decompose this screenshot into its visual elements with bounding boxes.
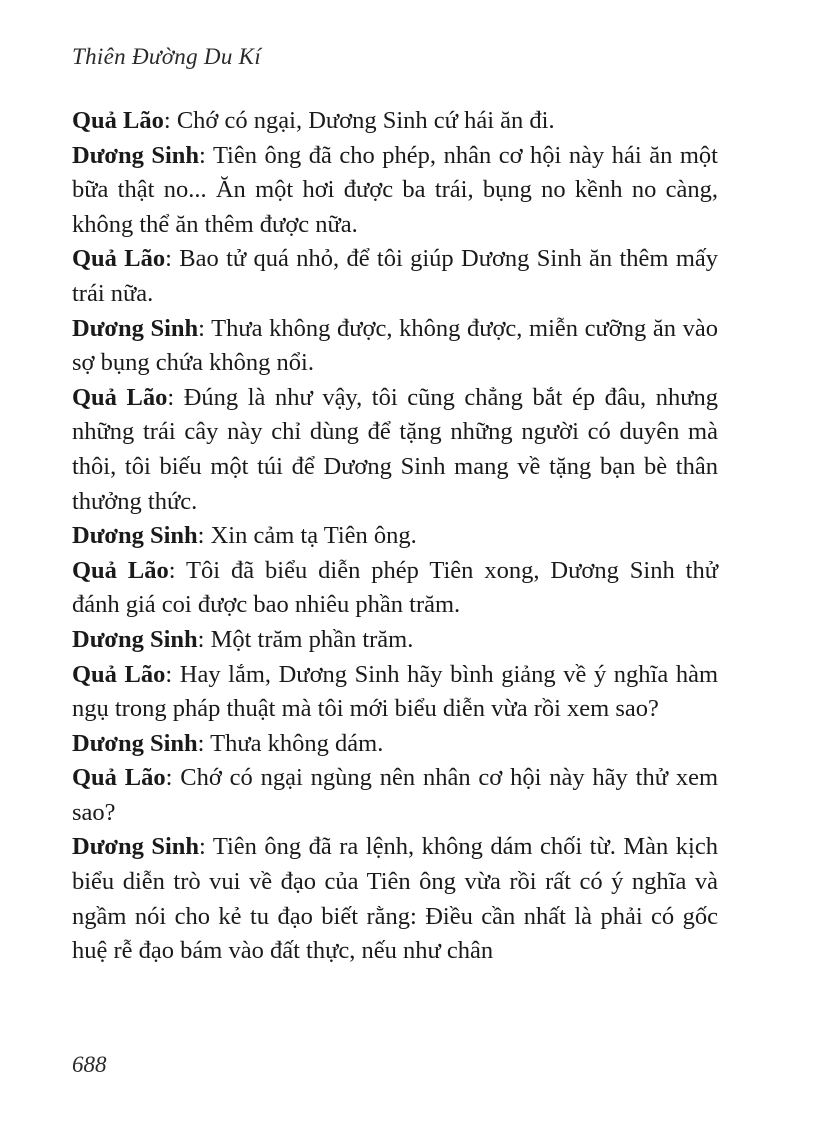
- dialogue-body: [72, 104, 718, 969]
- dialogue-text: Thưa không dám.: [210, 729, 384, 757]
- speaker-separator: :: [165, 660, 180, 688]
- dialogue-paragraph: [72, 139, 718, 243]
- speaker-name: Quả Lão: [72, 383, 168, 411]
- dialogue-paragraph: [72, 312, 718, 381]
- dialogue-paragraph: [72, 381, 718, 519]
- dialogue-text: Hay lắm, Dương Sinh hãy bình giảng về ý nghĩa hàm ngụ trong pháp thuật mà tôi mới biểu diễn vừa rồi xem sao?: [72, 660, 719, 723]
- speaker-separator: :: [197, 522, 211, 550]
- dialogue-paragraph: [72, 658, 718, 727]
- dialogue-text: Xin cảm tạ Tiên ông.: [210, 522, 417, 550]
- dialogue-paragraph: [72, 519, 718, 554]
- speaker-name: Dương Sinh: [72, 833, 200, 861]
- speaker-separator: :: [197, 729, 211, 757]
- dialogue-paragraph: [72, 761, 718, 830]
- speaker-name: Quả Lão: [72, 245, 166, 273]
- speaker-separator: :: [199, 141, 213, 169]
- dialogue-paragraph: [72, 727, 718, 762]
- speaker-separator: :: [198, 314, 212, 342]
- dialogue-text: Tiên ông đã cho phép, nhân cơ hội này hái ăn một bữa thật no... Ăn một hơi được ba trái, bụng no kềnh no càng, không thể ăn thêm được nữa.: [72, 141, 718, 238]
- speaker-name: Quả Lão: [72, 660, 166, 688]
- dialogue-paragraph: [72, 830, 718, 968]
- dialogue-text: Bao tử quá nhỏ, để tôi giúp Dương Sinh ăn thêm mấy trái nữa.: [72, 245, 719, 307]
- dialogue-text: Tiên ông đã ra lệnh, không dám chối từ. Màn kịch biểu diễn trò vui về đạo của Tiên ông vừa rồi rất có ý nghĩa và ngầm nói cho kẻ tu đạo biết rằng: Điều cần nhất là phải có gốc huệ rễ đạo bám vào đất thực, nếu như chân: [72, 833, 718, 965]
- dialogue-paragraph: [72, 242, 718, 311]
- speaker-separator: :: [163, 107, 177, 134]
- speaker-name: Quả Lão: [72, 764, 166, 792]
- speaker-name: Dương Sinh: [72, 141, 200, 169]
- speaker-separator: :: [165, 764, 181, 792]
- dialogue-text: Tôi đã biểu diễn phép Tiên xong, Dương Sinh thử đánh giá coi được bao nhiêu phần trăm.: [72, 556, 718, 619]
- speaker-separator: :: [165, 245, 180, 273]
- dialogue-text: Thưa không được, không được, miễn cưỡng ăn vào sợ bụng chứa không nổi.: [72, 314, 718, 377]
- running-header: Thiên Đường Du Kí: [72, 44, 262, 69]
- page-number: 688: [72, 1052, 107, 1077]
- speaker-name: Dương Sinh: [72, 729, 198, 757]
- speaker-name: Dương Sinh: [72, 625, 198, 653]
- dialogue-text: Chớ có ngại, Dương Sinh cứ hái ăn đi.: [176, 107, 555, 134]
- speaker-name: Dương Sinh: [72, 314, 199, 342]
- dialogue-text: Đúng là như vậy, tôi cũng chẳng bắt ép đâu, nhưng những trái cây này chỉ dùng để tặng những người có duyên mà thôi, tôi biếu một túi để Dương Sinh mang về tặng bạn bè thân thưởng thức.: [72, 383, 718, 515]
- speaker-name: Quả Lão: [72, 107, 164, 134]
- dialogue-text: Chớ có ngại ngùng nên nhân cơ hội này hãy thử xem sao?: [72, 764, 718, 826]
- dialogue-paragraph: [72, 104, 718, 139]
- dialogue-paragraph: [72, 554, 718, 623]
- speaker-separator: :: [168, 556, 187, 584]
- speaker-name: Quả Lão: [72, 556, 169, 584]
- speaker-separator: :: [167, 383, 184, 411]
- speaker-separator: :: [197, 625, 211, 653]
- speaker-name: Dương Sinh: [72, 522, 198, 550]
- dialogue-paragraph: [72, 623, 718, 658]
- dialogue-text: Một trăm phần trăm.: [210, 625, 414, 653]
- speaker-separator: :: [199, 833, 213, 861]
